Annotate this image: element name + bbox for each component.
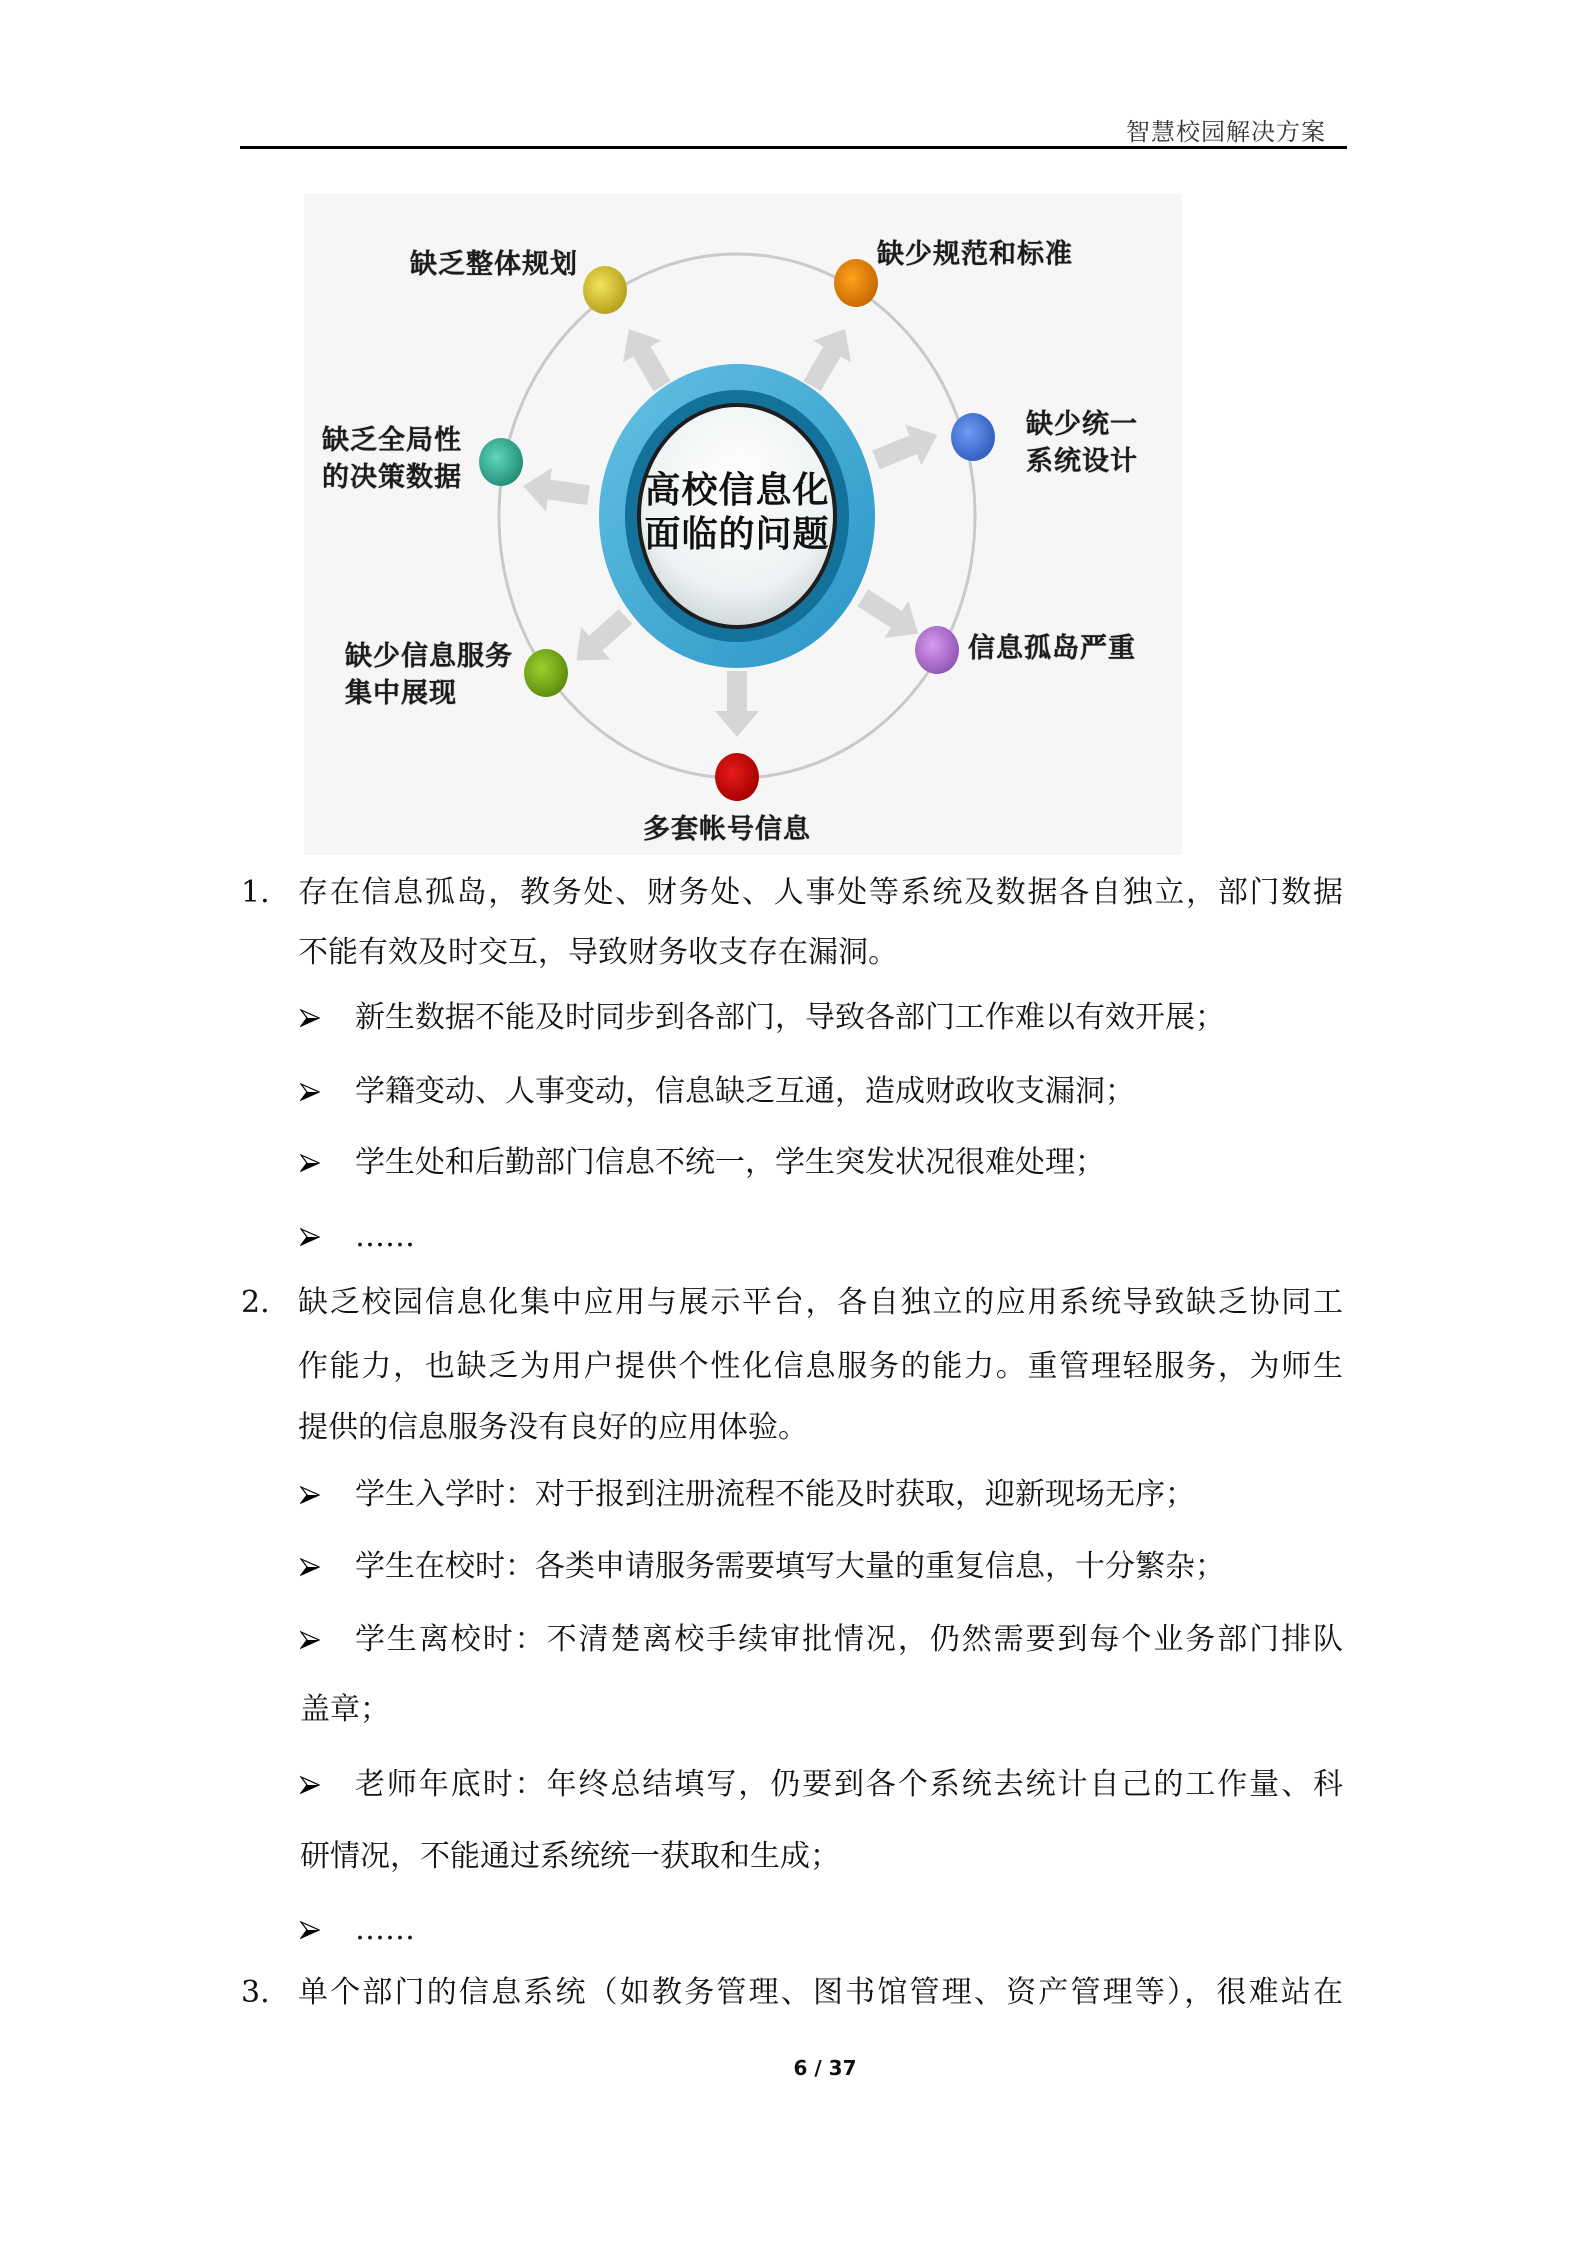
section-2-line-2: 作能力，也缺乏为用户提供个性化信息服务的能力。重管理轻服务，为师生: [298, 1349, 1343, 1384]
bullet-arrow-icon: [300, 1557, 320, 1577]
node-label-info-islands: [968, 630, 1136, 667]
section-2-bullet-4-cont: 研情况，不能通过系统统一获取和生成；: [300, 1839, 840, 1874]
section-number-3: 3.: [241, 1975, 270, 2010]
running-header-title: 智慧校园解决方案: [1126, 118, 1326, 146]
center-label-line2: 面临的问题: [644, 514, 830, 555]
bullet-arrow-icon: [300, 1775, 320, 1795]
bullet-arrow-icon: [300, 1630, 320, 1650]
node-label-line: 缺少信息服务: [345, 641, 513, 672]
section-1-bullet-4: ……: [355, 1219, 415, 1254]
section-1-bullet-2: 学籍变动、人事变动，信息缺乏互通，造成财政收支漏洞；: [355, 1074, 1135, 1109]
section-2-bullet-2: 学生在校时：各类申请服务需要填写大量的重复信息，十分繁杂；: [355, 1549, 1225, 1584]
node-label-line: 缺少统一: [1026, 409, 1138, 440]
header-rule: [240, 146, 1347, 149]
node-label-overall-planning: [410, 246, 578, 283]
problems-diagram: [304, 194, 1182, 855]
node-label-norms-standards: [877, 236, 1073, 273]
section-2-bullet-5: ……: [355, 1912, 415, 1947]
section-2-line-3: 提供的信息服务没有良好的应用体验。: [298, 1410, 808, 1445]
node-label-service-display: [345, 638, 513, 712]
bullet-arrow-icon: [300, 1920, 320, 1940]
node-label-line: 多套帐号信息: [643, 814, 811, 845]
section-2-bullet-1: 学生入学时：对于报到注册流程不能及时获取，迎新现场无序；: [355, 1477, 1195, 1512]
section-number-1: 1.: [241, 875, 270, 910]
node-label-decision-data: [322, 422, 462, 496]
section-2-bullet-3: 学生离校时：不清楚离校手续审批情况，仍然需要到每个业务部门排队: [355, 1622, 1343, 1657]
section-1-bullet-1: 新生数据不能及时同步到各部门，导致各部门工作难以有效开展；: [355, 1000, 1225, 1035]
bullet-arrow-icon: [300, 1008, 320, 1028]
section-2-line-1: 缺乏校园信息化集中应用与展示平台，各自独立的应用系统导致缺乏协同工: [298, 1285, 1343, 1320]
bullet-arrow-icon: [300, 1227, 320, 1247]
section-2-bullet-3-cont: 盖章；: [300, 1692, 390, 1727]
section-1-line-1: 存在信息孤岛，教务处、财务处、人事处等系统及数据各自独立，部门数据: [298, 875, 1343, 910]
node-label-line: 缺乏整体规划: [410, 249, 578, 280]
section-number-2: 2.: [241, 1285, 270, 1320]
node-label-line: 系统设计: [1026, 446, 1138, 477]
node-label-line: 缺乏全局性: [322, 425, 462, 456]
node-label-unified-design: [1026, 406, 1138, 480]
node-label-line: 缺少规范和标准: [877, 239, 1073, 270]
page-number: 6 / 37: [793, 2056, 857, 2080]
node-label-multiple-accounts: [643, 811, 811, 848]
section-1-bullet-3: 学生处和后勤部门信息不统一，学生突发状况很难处理；: [355, 1145, 1105, 1180]
center-label-line1: 高校信息化: [644, 470, 830, 511]
diagram-center-label: [637, 469, 837, 557]
node-label-line: 信息孤岛严重: [968, 633, 1136, 664]
bullet-arrow-icon: [300, 1485, 320, 1505]
section-3-line-1: 单个部门的信息系统（如教务管理、图书馆管理、资产管理等），很难站在: [298, 1975, 1343, 2010]
section-1-line-2: 不能有效及时交互，导致财务收支存在漏洞。: [298, 935, 898, 970]
bullet-arrow-icon: [300, 1153, 320, 1173]
bullet-arrow-icon: [300, 1082, 320, 1102]
section-2-bullet-4: 老师年底时：年终总结填写，仍要到各个系统去统计自己的工作量、科: [355, 1767, 1343, 1802]
node-label-line: 集中展现: [345, 678, 457, 709]
node-label-line: 的决策数据: [322, 462, 462, 493]
